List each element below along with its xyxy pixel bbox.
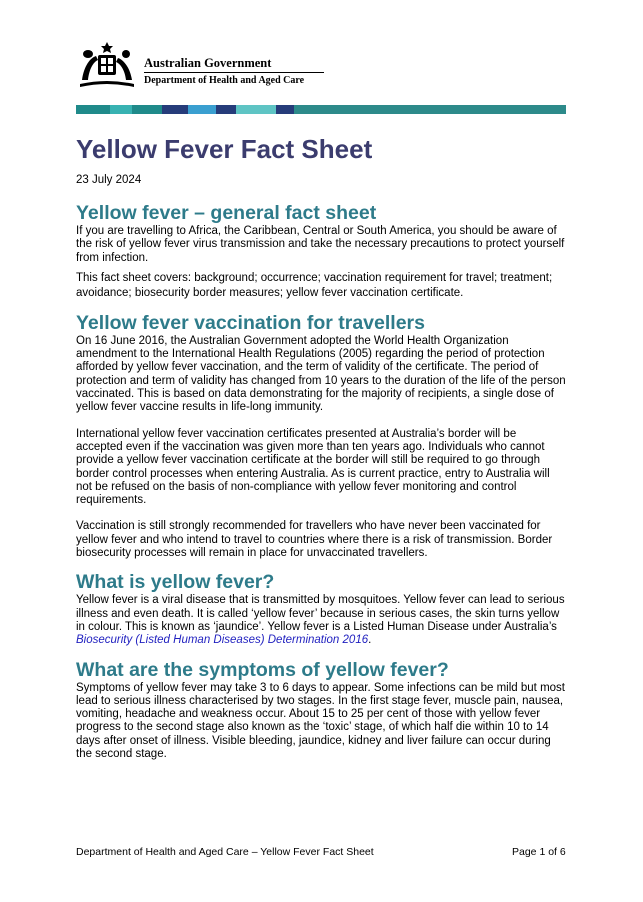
band-segment <box>236 105 276 114</box>
decorative-color-band <box>76 105 566 114</box>
coat-of-arms-icon <box>76 40 138 90</box>
what-is-end: . <box>368 634 372 647</box>
band-segment <box>294 105 566 114</box>
heading-what-is: What is yellow fever? <box>76 571 275 594</box>
band-segment <box>110 105 132 114</box>
heading-general: Yellow fever – general fact sheet <box>76 202 377 224</box>
page-title: Yellow Fever Fact Sheet <box>76 134 373 164</box>
general-paragraph-1: If you are travelling to Africa, the Caribbean, Central or South America, you should be aware of the risk of yellow fever virus transmission and take the necessary precautions to protect yourself from infection. <box>76 225 565 264</box>
what-is-paragraph <box>76 594 566 647</box>
document-body <box>76 132 566 761</box>
vaccination-paragraph-2: International yellow fever vaccination certificates presented at Australia’s border will be accepted even if the vaccination was given more than ten years ago. Individuals who cannot provide a yellow fever vaccination certificate at the border will still be required to go through border control processes when entering Australia. As is current practice, entry to Australia will not be refused on the basis of non-compliance with yellow fever monitoring and control requirements. <box>76 427 550 507</box>
symptoms-paragraph: Symptoms of yellow fever may take 3 to 6 days to appear. Some infections can be mild but most lead to serious illness characterised by two stages. In the first stage fever, muscle pain, nausea, vomiting, headache and weakness occur. About 15 to 25 per cent of those with yellow fever progress to the second stage also known as the ‘toxic’ stage, of which half die within 10 to 14 days after onset of illness. Visible bleeding, jaundice, kidney and liver failure can occur during the second stage. <box>76 681 565 761</box>
australian-government-logo <box>76 40 376 90</box>
determination-link[interactable]: Biosecurity (Listed Human Diseases) Determination 2016 <box>76 634 369 647</box>
government-name: Australian Government <box>144 56 272 70</box>
band-segment <box>162 105 188 114</box>
band-segment <box>76 105 110 114</box>
band-segment <box>188 105 216 114</box>
band-segment <box>216 105 236 114</box>
header-divider <box>144 72 324 73</box>
band-segment <box>132 105 162 114</box>
heading-symptoms: What are the symptoms of yellow fever? <box>76 658 449 681</box>
band-segment <box>276 105 294 114</box>
footer-document-title: Department of Health and Aged Care – Yellow Fever Fact Sheet <box>76 846 374 858</box>
footer-page-number: Page 1 of 6 <box>512 846 566 858</box>
vaccination-paragraph-3: Vaccination is still strongly recommended for travellers who have never been vaccinated for yellow fever and who intend to travel to countries where there is a risk of transmission. Border biosecurity processes will remain in place for unvaccinated travellers. <box>76 520 553 560</box>
heading-vaccination: Yellow fever vaccination for travellers <box>76 311 425 334</box>
what-is-text: Yellow fever is a viral disease that is transmitted by mosquitoes. Yellow fever can lead to serious illness and even death. It is called ‘yellow fever’ because in serious cases, the skin turns yellow in colour. This is known as ‘jaundice’. Yellow fever is a Listed Human Disease under Australia’s <box>76 594 565 633</box>
publish-date: 23 July 2024 <box>76 174 142 186</box>
vaccination-paragraph-1: On 16 June 2016, the Australian Government adopted the World Health Organization amendment to the International Health Regulations (2005) regarding the period of protection afforded by yellow fever vaccination, and the term of validity of the certificate. The period of protection and term of validity has changed from 10 years to the duration of the life of the person vaccinated. This is based on data demonstrating for the majority of recipients, a single dose of yellow fever vaccine results in life-long immunity. <box>76 334 566 414</box>
department-name: Department of Health and Aged Care <box>144 75 305 86</box>
general-paragraph-2: This fact sheet covers: background; occurrence; vaccination requirement for travel; treatment; avoidance; biosecurity border measures; yellow fever vaccination certificate. <box>76 271 553 299</box>
